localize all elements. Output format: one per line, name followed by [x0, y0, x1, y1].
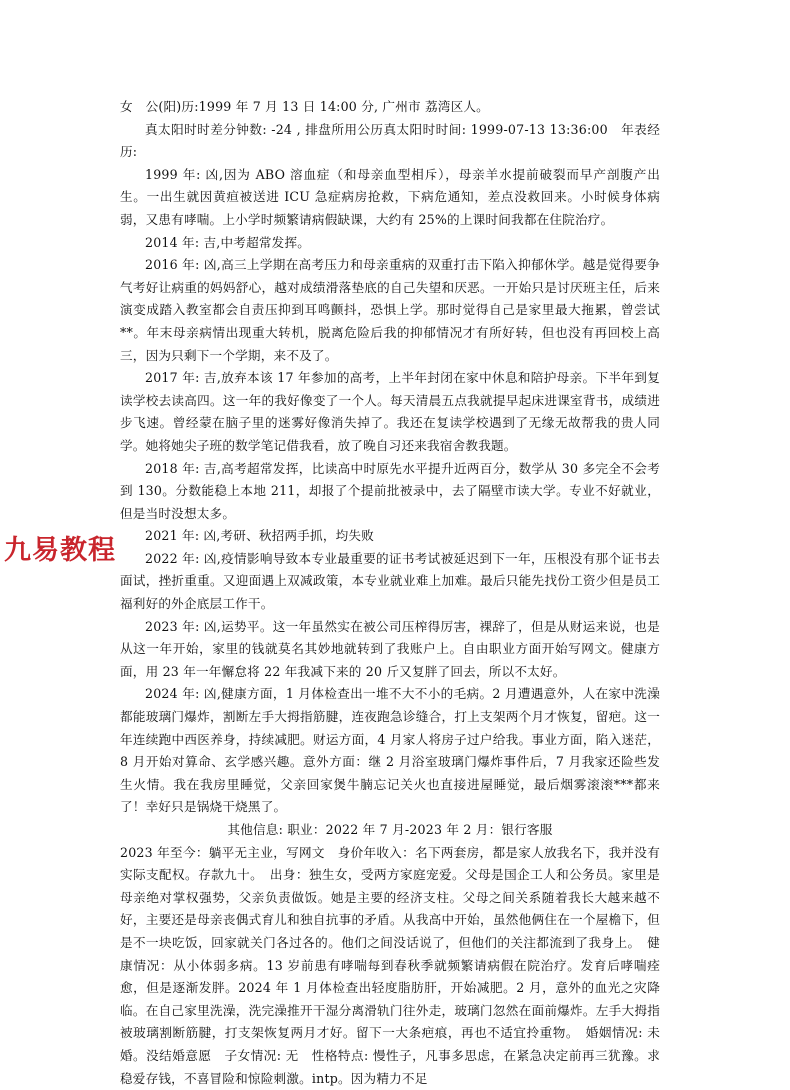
timeline-entries	[120, 164, 660, 819]
timeline-entry: 2016 年: 凶,高三上学期在高考压力和母亲重病的双重打击下陷入抑郁休学。越是觉得要争气考好让病重的妈妈舒心，越对成绩滑落垫底的自己失望和厌恶。一开始只是讨厌班主任，后来演变成踏入教室都会自责压抑到耳鸣颤抖，恐惧上学。那时觉得自己是家里最大拖累，曾尝试**。年末母亲病情出现重大转机，脱离危险后我的抑郁情况才有所好转，但也没有再回校上高三，因为只剩下一个学期，来不及了。	[120, 257, 660, 363]
watermark-logo: 九易教程	[4, 535, 116, 566]
other-info-heading: 其他信息: 职业：2022 年 7 月-2023 年 2 月：银行客服	[227, 822, 553, 837]
timeline-entry: 2018 年: 吉,高考超常发挥，比读高中时原先水平提升近两百分，数学从 30 多完全不会考到 130。分数能稳上本地 211，却报了个提前批被录中，去了隔壁市读大学。专业不好就业，但是当时没想太多。	[120, 460, 660, 521]
birth-info-line: 女 公(阳)历:1999 年 7 月 13 日 14:00 分, 广州市 荔湾区人。	[120, 99, 489, 114]
timeline-entry: 2022 年: 凶,疫情影响导致本专业最重要的证书考试被延迟到下一年，压根没有那个证书去面试，挫折重重。又迎面遇上双减政策，本专业就业难上加难。最后只能先找份工资少但是员工福利好的外企底层工作干。	[120, 550, 660, 612]
timeline-entry: 1999 年: 凶,因为 ABO 溶血症（和母亲血型相斥），母亲羊水提前破裂而早产剖腹产出生。一出生就因黄疸被送进 ICU 急症病房抢救，下病危通知，差点没救回来。小时候身体病弱，又患有哮喘。上小学时频繁请病假缺课，大约有 25%的上课时间我都在住院治疗。	[120, 166, 660, 227]
solar-time-line: 真太阳时时差分钟数: -24 , 排盘所用公历真太阳时时间: 1999-07-13 13:36:00 年表经历:	[120, 121, 660, 160]
timeline-entry: 2024 年: 凶,健康方面，1 月体检查出一堆不大不小的毛病。2 月遭遇意外，人在家中洗澡都能玻璃门爆炸，割断左手大拇指筋腱，连夜跑急诊缝合，打上支架两个月才恢复，留疤。这一年连续跑中西医养身，持续减肥。财运方面，4 月家人将房子过户给我。事业方面，陷入迷茫，8 月开始对算命、玄学感兴趣。意外方面：继 2 月浴室玻璃门爆炸事件后，7 月我家还险些发生火情。我在我房里睡觉，父亲回家煲牛腩忘记关火也直接进屋睡觉，最后烟雾滚滚***都来了！幸好只是锅烧干烧黑了。	[120, 686, 660, 815]
timeline-entry: 2017 年: 吉,放弃本该 17 年参加的高考，上半年封闭在家中休息和陪护母亲。下半年到复读学校去读高四。这一年的我好像变了一个人。每天清晨五点我就提早起床进课室背书，成绩进步飞速。曾经蒙在脑子里的迷雾好像消失掉了。我还在复读学校遇到了无缘无故帮我的贵人同学。她将她尖子班的数学笔记借我看，放了晚自习还来我宿舍教我题。	[120, 370, 660, 453]
timeline-entry: 2023 年: 凶,运势平。这一年虽然实在被公司压榨得厉害，裸辞了，但是从财运来说，也是从这一年开始，家里的钱就莫名其妙地就转到了我账户上。自由职业方面开始写网文。健康方面，用 23 年一年懈怠将 22 年我减下来的 20 斤又复胖了回去，所以不太好。	[120, 618, 660, 679]
timeline-entry: 2021 年: 凶,考研、秋招两手抓，均失败	[145, 528, 375, 544]
document-body	[120, 96, 660, 1090]
timeline-entry: 2014 年: 吉,中考超常发挥。	[145, 234, 311, 250]
other-info-body: 2023 年至今：躺平无主业，写网文 身价年收入：名下两套房，都是家人放我名下，我并没有实际支配权。存款九十。 出身：独生女，受两方家庭宠爱。父母是国企工人和公务员。家里是母亲绝对掌权强势，父亲负责做饭。她是主要的经济支柱。父母之间关系随着我长大越来越不好，主要还是母亲丧偶式育儿和独自抗事的矛盾。从我高中开始，虽然他俩住在一个屋檐下，但是不一块吃饭，回家就关门各过各的。他们之间没话说了，但他们的关注都流到了我身上。 健康情况：从小体弱多病。13 岁前患有哮喘每到春秋季就频繁请病假在院治疗。发育后哮喘痊愈，但是逐渐发胖。2024 年 1 月体检查出轻度脂肪肝，开始减肥。2 月，意外的血光之灾降临。在自己家里洗澡，洗完澡推开干湿分离滑轨门往外走，玻璃门忽然在面前爆炸。左手大拇指被玻璃割断筋腱，打支架恢复两月才好。留下一大条疤痕，再也不适宜拎重物。 婚姻情况: 未婚。没结婚意愿 子女情况: 无 性格特点: 慢性子，凡事多思虑，在紧急决定前再三犹豫。求稳爱存钱，不喜冒险和惊险刺激。intp。因为精力不足	[120, 844, 660, 1086]
